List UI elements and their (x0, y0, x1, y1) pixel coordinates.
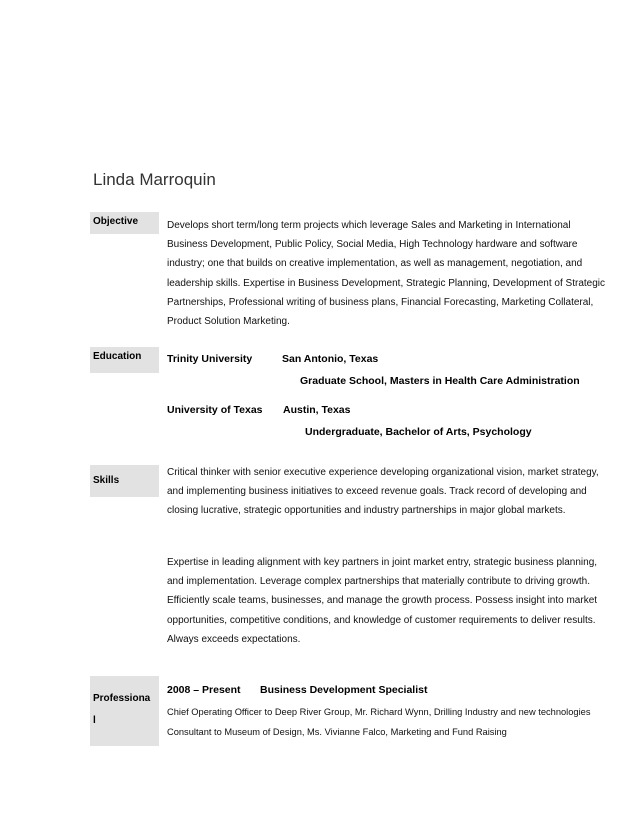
objective-text: Develops short term/long term projects which leverage Sales and Marketing in International Business Development, Public Policy, Social Media, High Technology hardware and software industry; one that builds on creative implementation, as well as management, negotiation, and leadership skills. Expertise in Business Development, Strategic Planning, Development of Strategic Partnerships, Professional writing of business plans, Financial Forecasting, Marketing Collateral, Product Solution Marketing. (167, 220, 605, 328)
resume-name: Linda Marroquin (93, 170, 216, 189)
education-degree-2: Undergraduate, Bachelor of Arts, Psychology (305, 426, 532, 438)
section-label-objective: Objective (90, 212, 159, 234)
professional-period: 2008 – Present (167, 684, 241, 696)
education-location-1: San Antonio, Texas (282, 353, 379, 365)
education-location-2: Austin, Texas (283, 404, 351, 416)
education-school-1: Trinity University (167, 353, 253, 365)
section-label-professional-line1: Professiona (93, 693, 151, 704)
skills-paragraph-1: Critical thinker with senior executive experience developing organizational vision, market strategy, and implementing business initiatives to exceed revenue goals. Track record of developing and closing lucrative, strategic opportunities and industry partnerships in major global markets. (167, 467, 599, 517)
professional-title: Business Development Specialist (260, 684, 428, 696)
education-school-2: University of Texas (167, 404, 263, 416)
professional-role-2: Consultant to Museum of Design, Ms. Vivianne Falco, Marketing and Fund Raising (167, 727, 507, 737)
section-label-education: Education (90, 347, 159, 373)
education-degree-1: Graduate School, Masters in Health Care Administration (300, 375, 580, 387)
section-label-skills: Skills (90, 465, 159, 497)
section-label-professional-line2: l (93, 715, 96, 726)
skills-paragraph-2: Expertise in leading alignment with key partners in joint market entry, strategic business planning, and implementation. Leverage complex partnerships that materially contribute to driving growth. Efficiently scale teams, businesses, and manage the growth process. Possess insight into market opportunities, competitive conditions, and knowledge of customer requirements to deliver results. Always exceeds expectations. (167, 557, 598, 645)
section-label-professional (90, 676, 159, 746)
professional-role-1: Chief Operating Officer to Deep River Group, Mr. Richard Wynn, Drilling Industry and new technologies (167, 707, 591, 717)
